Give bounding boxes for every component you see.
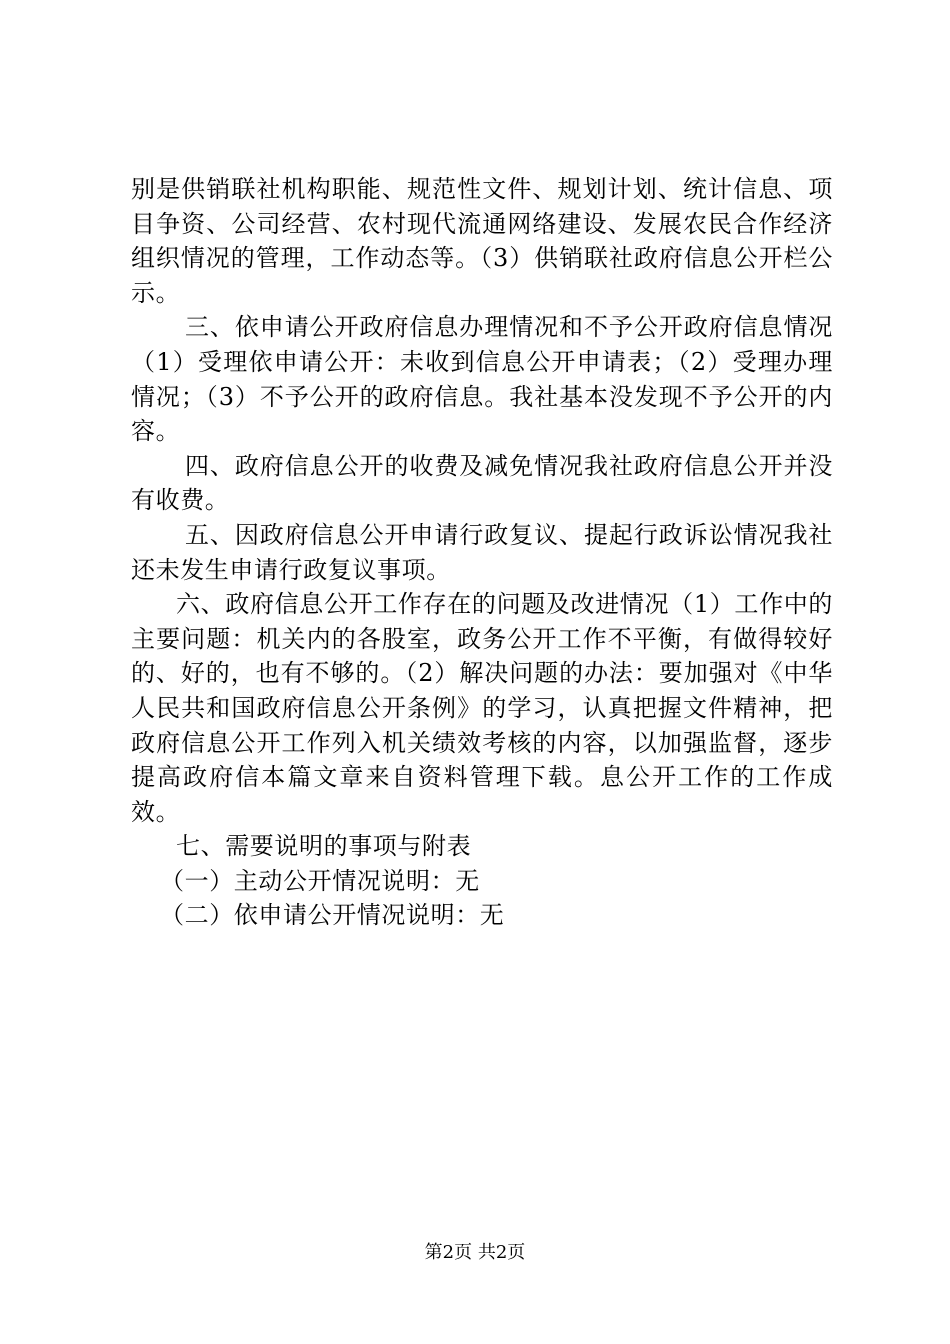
- paragraph-continued: 别是供销联社机构职能、规范性文件、规划计划、统计信息、项目争资、公司经营、农村现代流通网络建设、发展农民合作经济组织情况的管理，工作动态等。（3）供销联社政府信息公开栏公示。: [131, 175, 833, 307]
- paragraph-section-6: 六、政府信息公开工作存在的问题及改进情况（1）工作中的主要问题：机关内的各股室，政务公开工作不平衡，有做得较好的、好的，也有不够的。（2）解决问题的办法：要加强对《中华人民共和国政府信息公开条例》的学习，认真把握文件精神，把政府信息公开工作列入机关绩效考核的内容，以加强监督，逐步提高政府信本篇文章来自资料管理下载。息公开工作的工作成效。: [131, 590, 833, 826]
- document-body: [131, 172, 833, 933]
- page-number-label: 第2页 共2页: [424, 1242, 526, 1263]
- page-footer: [0, 1241, 950, 1265]
- paragraph-section-4: 四、政府信息公开的收费及减免情况我社政府信息公开并没有收费。: [131, 451, 833, 515]
- paragraph-section-7: 七、需要说明的事项与附表: [176, 832, 472, 861]
- paragraph-subsection-1: （一）主动公开情况说明：无: [160, 866, 480, 895]
- paragraph-section-3: 三、依申请公开政府信息办理情况和不予公开政府信息情况（1）受理依申请公开：未收到信息公开申请表；（2）受理办理情况；（3）不予公开的政府信息。我社基本没发现不予公开的内容。: [131, 313, 833, 446]
- paragraph-subsection-2: （二）依申请公开情况说明：无: [160, 901, 505, 930]
- paragraph-section-5: 五、因政府信息公开申请行政复议、提起行政诉讼情况我社还未发生申请行政复议事项。: [131, 520, 833, 584]
